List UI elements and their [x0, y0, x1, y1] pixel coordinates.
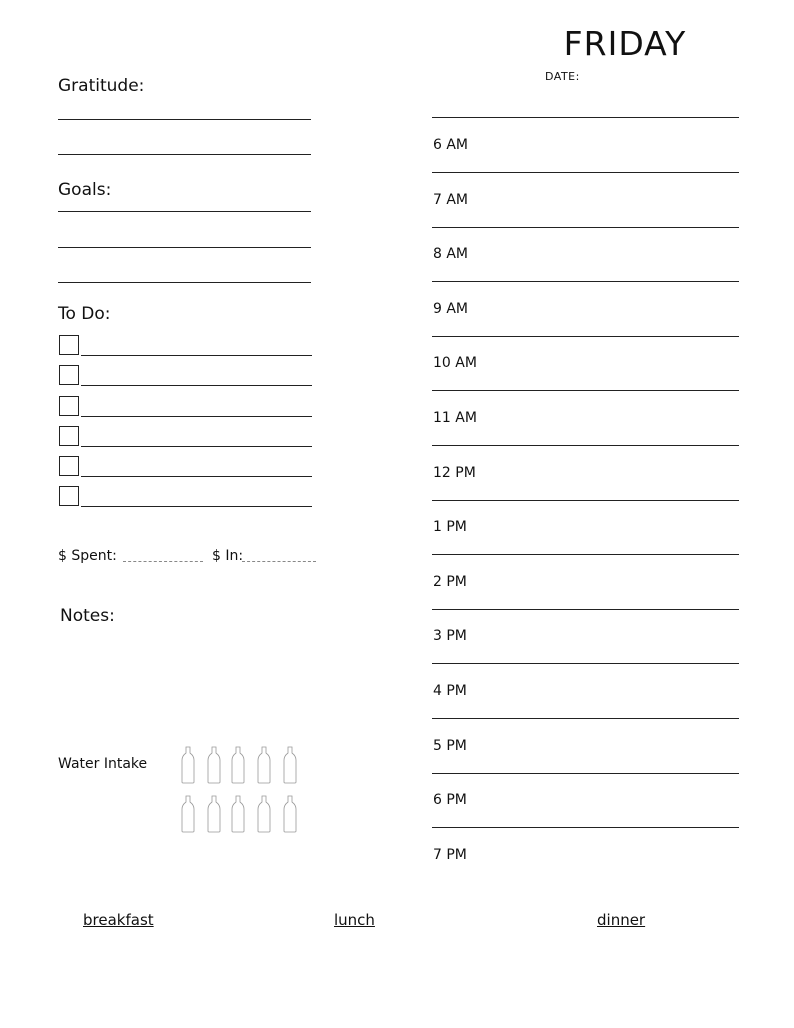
todo-checkbox-1[interactable]: [59, 335, 79, 355]
todo-line-6[interactable]: [81, 506, 312, 507]
todo-line-3[interactable]: [81, 416, 312, 417]
todo-checkbox-2[interactable]: [59, 365, 79, 385]
water-bottle-icon[interactable]: [283, 795, 297, 833]
todo-checkbox-4[interactable]: [59, 426, 79, 446]
date-label: DATE:: [545, 70, 580, 83]
meal-lunch[interactable]: lunch: [334, 911, 375, 929]
meal-breakfast[interactable]: breakfast: [83, 911, 154, 929]
todo-checkbox-6[interactable]: [59, 486, 79, 506]
hour-label: 11 AM: [433, 410, 477, 426]
money-spent-label: $ Spent:: [58, 548, 117, 564]
hour-label: 7 PM: [433, 846, 467, 863]
goals-heading: Goals:: [58, 180, 112, 200]
hour-label: 5 PM: [433, 737, 467, 754]
hour-line[interactable]: [432, 172, 739, 173]
hour-line[interactable]: [432, 500, 739, 501]
gratitude-line-2[interactable]: [58, 154, 311, 155]
hour-label: 6 PM: [433, 792, 467, 809]
hour-line[interactable]: [432, 554, 739, 555]
water-bottle-icon[interactable]: [181, 746, 195, 784]
hour-label: 12 PM: [433, 464, 476, 481]
hour-line[interactable]: [432, 227, 739, 228]
hour-label: 8 AM: [433, 246, 469, 263]
money-spent-field[interactable]: [123, 561, 203, 562]
hour-line[interactable]: [432, 827, 739, 828]
water-bottle-icon[interactable]: [231, 746, 245, 784]
water-bottle-icon[interactable]: [257, 746, 271, 784]
money-in-label: $ In:: [212, 548, 244, 564]
money-in-field[interactable]: [242, 561, 316, 562]
page-title: FRIDAY: [563, 24, 687, 63]
todo-line-4[interactable]: [81, 446, 312, 447]
hour-line[interactable]: [432, 390, 739, 391]
hour-line[interactable]: [432, 773, 739, 774]
date-line[interactable]: [432, 117, 739, 118]
hour-line[interactable]: [432, 336, 739, 337]
goals-line-1[interactable]: [58, 211, 311, 212]
hour-label: 4 PM: [433, 683, 467, 699]
water-bottle-icon[interactable]: [231, 795, 245, 833]
hour-line[interactable]: [432, 663, 739, 664]
todo-checkbox-5[interactable]: [59, 456, 79, 476]
gratitude-heading: Gratitude:: [58, 76, 145, 96]
hour-label: 7 AM: [433, 191, 469, 208]
hour-label: 10 AM: [433, 355, 477, 372]
goals-line-3[interactable]: [58, 282, 311, 283]
todo-heading: To Do:: [58, 304, 111, 324]
water-bottle-icon[interactable]: [181, 795, 195, 833]
todo-line-5[interactable]: [81, 476, 312, 477]
hour-label: 9 AM: [433, 300, 469, 317]
water-intake-label: Water Intake: [58, 756, 148, 772]
hour-label: 6 AM: [433, 137, 469, 153]
water-bottle-icon[interactable]: [283, 746, 297, 784]
goals-line-2[interactable]: [58, 247, 311, 248]
notes-heading: Notes:: [60, 606, 115, 626]
water-bottle-icon[interactable]: [207, 746, 221, 784]
hour-label: 2 PM: [433, 573, 467, 590]
hour-line[interactable]: [432, 281, 739, 282]
todo-checkbox-3[interactable]: [59, 396, 79, 416]
water-bottle-icon[interactable]: [207, 795, 221, 833]
hour-line[interactable]: [432, 609, 739, 610]
water-bottle-icon[interactable]: [257, 795, 271, 833]
todo-line-1[interactable]: [81, 355, 312, 356]
gratitude-line-1[interactable]: [58, 119, 311, 120]
hour-line[interactable]: [432, 445, 739, 446]
meal-dinner[interactable]: dinner: [597, 911, 646, 929]
hour-label: 1 PM: [433, 519, 467, 536]
hour-line[interactable]: [432, 718, 739, 719]
todo-line-2[interactable]: [81, 385, 312, 386]
hour-label: 3 PM: [433, 628, 467, 645]
